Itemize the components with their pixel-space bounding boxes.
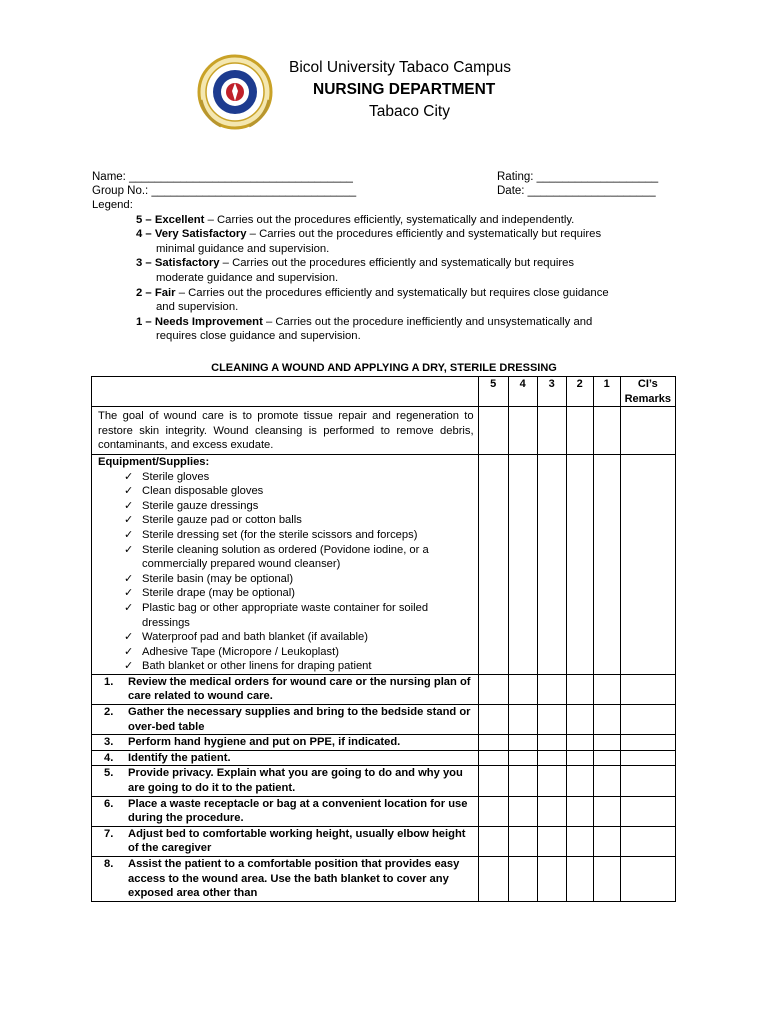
checkmark-icon: ✓: [124, 543, 134, 556]
score-cell[interactable]: [478, 407, 508, 455]
score-cell[interactable]: [508, 826, 537, 856]
score-cell[interactable]: [566, 766, 593, 796]
equipment-item: [124, 513, 474, 528]
equipment-item: [124, 586, 474, 601]
step-row: [92, 766, 676, 796]
step-row: [92, 750, 676, 766]
university-seal-logo: [195, 52, 275, 132]
step-text: Identify the patient.: [128, 751, 231, 764]
group-field: Group No.: ________________________________: [92, 185, 357, 197]
legend-score: 3 – Satisfactory: [136, 257, 220, 270]
step-number: 5.: [104, 767, 114, 780]
score-cell[interactable]: [478, 857, 508, 902]
equipment-item: [124, 499, 474, 514]
equipment-item: [124, 601, 474, 630]
score-cell[interactable]: [593, 407, 620, 455]
equipment-item-text: Sterile basin (may be optional): [142, 572, 294, 585]
score-cell[interactable]: [508, 705, 537, 735]
score-cell[interactable]: [508, 750, 537, 766]
equipment-item-text: Waterproof pad and bath blanket (if available): [142, 631, 368, 644]
score-cell[interactable]: [593, 796, 620, 826]
remarks-cell[interactable]: [620, 407, 675, 455]
header-remarks: CI’s Remarks: [620, 377, 675, 407]
equipment-item: [124, 572, 474, 587]
score-cell[interactable]: [593, 705, 620, 735]
score-cell[interactable]: [478, 766, 508, 796]
score-cell[interactable]: [537, 705, 566, 735]
checkmark-icon: ✓: [124, 660, 134, 673]
table-header-row: [92, 377, 676, 407]
score-cell[interactable]: [537, 750, 566, 766]
remarks-cell[interactable]: [620, 826, 675, 856]
legend-score: 2 – Fair: [136, 286, 176, 299]
equipment-item: [124, 659, 474, 674]
equipment-item-text: Plastic bag or other appropriate waste container for soiled dressings: [142, 601, 429, 629]
step-text: Adjust bed to comfortable working height, usually elbow height of the caregiver: [128, 827, 466, 855]
step-number: 8.: [104, 858, 114, 870]
checkmark-icon: ✓: [124, 587, 134, 600]
step-cell: [92, 705, 479, 735]
score-cell[interactable]: [537, 826, 566, 856]
step-text: Review the medical orders for wound care or the nursing plan of care related to wound care.: [128, 675, 471, 703]
score-cell[interactable]: [537, 766, 566, 796]
score-cell[interactable]: [478, 735, 508, 751]
equipment-item: [124, 630, 474, 645]
checkmark-icon: ✓: [124, 485, 134, 498]
equipment-item: [124, 528, 474, 543]
checkmark-icon: ✓: [124, 499, 134, 512]
score-cell[interactable]: [566, 826, 593, 856]
score-cell[interactable]: [566, 407, 593, 455]
city-name: Tabaco City: [369, 103, 450, 120]
score-cell[interactable]: [566, 705, 593, 735]
step-text: Place a waste receptacle or bag at a convenient location for use during the procedure.: [128, 797, 468, 825]
score-cell[interactable]: [478, 796, 508, 826]
header-blank-cell: [92, 377, 479, 407]
score-cell[interactable]: [566, 674, 593, 704]
checkmark-icon: ✓: [124, 572, 134, 585]
score-cell[interactable]: [566, 735, 593, 751]
checkmark-icon: ✓: [124, 528, 134, 541]
legend-item: [92, 213, 682, 228]
score-cell[interactable]: [508, 857, 537, 902]
score-cell[interactable]: [566, 796, 593, 826]
checkmark-icon: ✓: [124, 631, 134, 644]
remarks-cell[interactable]: [620, 454, 675, 674]
score-cell[interactable]: [593, 735, 620, 751]
score-cell[interactable]: [593, 750, 620, 766]
checkmark-icon: ✓: [124, 514, 134, 527]
legend-description: – Carries out the procedures efficiently and systematically but requires: [246, 228, 602, 241]
score-cell[interactable]: [593, 674, 620, 704]
score-cell[interactable]: [478, 454, 508, 674]
legend-description: – Carries out the procedures efficiently, systematically and independently.: [204, 213, 575, 226]
legend-item: [92, 315, 682, 344]
score-cell[interactable]: [478, 750, 508, 766]
rating-field: Rating: ___________________: [497, 171, 659, 183]
step-row: [92, 796, 676, 826]
step-cell: [92, 857, 479, 902]
remarks-cell[interactable]: [620, 674, 675, 704]
step-cell: [92, 750, 479, 766]
score-cell[interactable]: [478, 705, 508, 735]
checkmark-icon: ✓: [124, 601, 134, 614]
legend-item: [92, 227, 682, 256]
legend-score: 4 – Very Satisfactory: [136, 228, 247, 241]
equipment-item: [124, 543, 474, 572]
equipment-label: Equipment/Supplies:: [98, 455, 210, 468]
step-text: Gather the necessary supplies and bring to the bedside stand or over-bed table: [128, 706, 471, 733]
step-number: 6.: [104, 797, 114, 810]
remarks-cell[interactable]: [620, 796, 675, 826]
university-name: Bicol University Tabaco Campus: [289, 59, 511, 76]
checklist-table: [91, 376, 676, 902]
equipment-item-text: Bath blanket or other linens for draping patient: [142, 660, 372, 673]
score-cell[interactable]: [537, 857, 566, 902]
equipment-item-text: Sterile gloves: [142, 470, 210, 483]
legend-score: 5 – Excellent: [136, 213, 205, 226]
legend-label: Legend:: [92, 199, 133, 211]
step-cell: [92, 735, 479, 751]
equipment-item-text: Sterile cleaning solution as ordered (Povidone iodine, or a commercially prepared wound cleanser): [142, 543, 429, 571]
step-number: 3.: [104, 736, 114, 749]
step-text: Assist the patient to a comfortable position that provides easy access to the wound area. Use the bath blanket to cover any exposed area other than: [128, 858, 460, 900]
equipment-cell: [92, 454, 479, 674]
procedure-title: CLEANING A WOUND AND APPLYING A DRY, STERILE DRESSING: [211, 362, 557, 374]
score-cell[interactable]: [593, 766, 620, 796]
legend-description-continued: moderate guidance and supervision.: [156, 271, 339, 284]
header-score-3: 3: [537, 377, 566, 407]
step-number: 2.: [104, 706, 114, 719]
step-cell: [92, 826, 479, 856]
equipment-item: [124, 484, 474, 499]
remarks-cell[interactable]: [620, 857, 675, 902]
legend-description-continued: minimal guidance and supervision.: [156, 242, 330, 255]
header-score-5: 5: [478, 377, 508, 407]
legend-description: – Carries out the procedures efficiently and systematically but requires: [219, 257, 575, 270]
name-field: Name: ___________________________________: [92, 171, 353, 183]
score-cell[interactable]: [508, 407, 537, 455]
remarks-cell[interactable]: [620, 766, 675, 796]
score-cell[interactable]: [566, 454, 593, 674]
letterhead: [289, 57, 511, 123]
equipment-item-text: Sterile drape (may be optional): [142, 587, 295, 600]
remarks-cell[interactable]: [620, 735, 675, 751]
score-cell[interactable]: [478, 826, 508, 856]
step-cell: [92, 766, 479, 796]
goal-row: [92, 407, 676, 455]
equipment-item-text: Clean disposable gloves: [142, 485, 264, 498]
step-cell: [92, 674, 479, 704]
equipment-item-text: Sterile gauze pad or cotton balls: [142, 514, 302, 527]
legend-score: 1 – Needs Improvement: [136, 315, 263, 328]
legend-item: [92, 256, 682, 285]
goal-text: The goal of wound care is to promote tissue repair and regeneration to restore skin integrity. Wound cleansing is performed to remove debris, contaminants, and excess exudate.: [92, 407, 479, 455]
remarks-cell[interactable]: [620, 750, 675, 766]
step-text: Provide privacy. Explain what you are going to do and why you are going to do it to the patient.: [128, 767, 463, 795]
equipment-item: [124, 470, 474, 485]
score-cell[interactable]: [478, 674, 508, 704]
equipment-item-text: Adhesive Tape (Micropore / Leukoplast): [142, 645, 339, 658]
date-field: Date: ____________________: [497, 185, 656, 197]
step-row: [92, 735, 676, 751]
step-number: 1.: [104, 675, 114, 688]
score-cell[interactable]: [508, 766, 537, 796]
legend-description: – Carries out the procedure inefficiently and unsystematically and: [262, 315, 593, 328]
score-cell[interactable]: [593, 454, 620, 674]
legend-description-continued: requires close guidance and supervision.: [156, 330, 361, 343]
score-cell[interactable]: [566, 857, 593, 902]
equipment-item-text: Sterile gauze dressings: [142, 499, 259, 512]
score-cell[interactable]: [537, 796, 566, 826]
header-score-4: 4: [508, 377, 537, 407]
step-row: [92, 857, 676, 902]
remarks-cell[interactable]: [620, 705, 675, 735]
equipment-list: [98, 470, 474, 674]
score-cell[interactable]: [593, 826, 620, 856]
rating-legend: [92, 198, 682, 344]
score-cell[interactable]: [537, 674, 566, 704]
legend-description: – Carries out the procedures efficiently and systematically but requires close guidance: [175, 286, 609, 299]
score-cell[interactable]: [508, 735, 537, 751]
step-number: 4.: [104, 751, 114, 764]
score-cell[interactable]: [537, 407, 566, 455]
step-row: [92, 826, 676, 856]
step-cell: [92, 796, 479, 826]
legend-item: [92, 286, 682, 315]
checkmark-icon: ✓: [124, 645, 134, 658]
checkmark-icon: ✓: [124, 470, 134, 483]
equipment-item-text: Sterile dressing set (for the sterile scissors and forceps): [142, 528, 418, 541]
score-cell[interactable]: [593, 857, 620, 902]
score-cell[interactable]: [508, 796, 537, 826]
legend-description-continued: and supervision.: [156, 301, 239, 314]
equipment-row: [92, 454, 676, 674]
score-cell[interactable]: [537, 735, 566, 751]
score-cell[interactable]: [537, 454, 566, 674]
step-text: Perform hand hygiene and put on PPE, if indicated.: [128, 736, 401, 749]
score-cell[interactable]: [508, 674, 537, 704]
step-row: [92, 705, 676, 735]
score-cell[interactable]: [566, 750, 593, 766]
step-row: [92, 674, 676, 704]
header-score-2: 2: [566, 377, 593, 407]
equipment-item: [124, 645, 474, 660]
score-cell[interactable]: [508, 454, 537, 674]
step-number: 7.: [104, 827, 114, 840]
department-name: NURSING DEPARTMENT: [313, 81, 496, 98]
header-score-1: 1: [593, 377, 620, 407]
